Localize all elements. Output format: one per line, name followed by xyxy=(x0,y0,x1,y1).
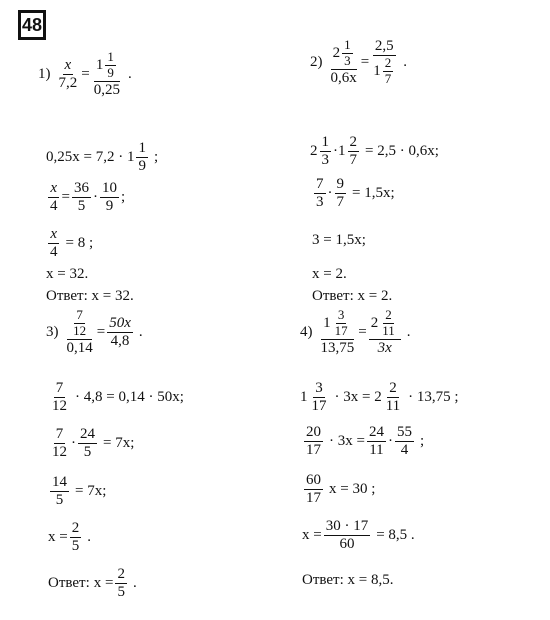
p3-s3-d: 5 xyxy=(55,492,64,509)
p1-n: 1 xyxy=(107,49,114,64)
p3-answer-label: Ответ: xyxy=(48,575,90,592)
p3-s1-rest: · 4,8 = 0,14 · 50x; xyxy=(75,389,184,406)
p2-s1-dot: · xyxy=(333,143,338,160)
p4-s2-end: ; xyxy=(419,433,425,450)
p2-n2: 2 xyxy=(384,55,392,71)
p3-s1-n: 7 xyxy=(54,380,66,398)
p2-s1-n1: 1 xyxy=(320,134,332,152)
p2-d2: 7 xyxy=(384,71,392,87)
p4-d: 17 xyxy=(334,322,348,338)
p4-s2-mid: · 3x = xyxy=(329,433,365,450)
p4-s1-rest: · 13,75 ; xyxy=(408,389,459,406)
p3-label: 3) xyxy=(46,324,59,341)
p2-w: 2 xyxy=(332,44,341,61)
p2-s1-w2: 1 xyxy=(338,143,346,160)
p3-d: 12 xyxy=(73,322,87,338)
p4-n2: 2 xyxy=(385,307,392,322)
p1-eq-sign: = xyxy=(81,66,90,83)
p4-s1-d2: 11 xyxy=(385,398,401,415)
p1-equation xyxy=(38,50,132,99)
p1-step3 xyxy=(46,226,93,262)
p4-n: 3 xyxy=(337,307,345,322)
p4-step3 xyxy=(302,472,375,508)
p2-25: 2,5 xyxy=(373,38,396,56)
p4-s4-d: 60 xyxy=(339,536,355,553)
p1-answer-label: Ответ: xyxy=(46,288,88,304)
p3-014: 0,14 xyxy=(66,339,93,356)
p4-end: . xyxy=(406,324,411,341)
p4-s2-n3: 55 xyxy=(395,424,414,442)
p4-s4-rest: = 8,5 . xyxy=(376,527,415,544)
p3-ans-end: . xyxy=(132,575,137,592)
p3-s3-rest: = 7x; xyxy=(75,483,107,500)
p1-answer-value: x = 32. xyxy=(91,288,134,304)
p1-s1-end: ; xyxy=(153,149,159,166)
p4-step4 xyxy=(302,518,415,554)
p4-label: 4) xyxy=(300,324,313,341)
p2-s2-n1: 7 xyxy=(314,176,326,194)
p4-3x: 3x xyxy=(377,339,392,356)
p2-n: 1 xyxy=(344,37,351,52)
p1-s2-dot: · xyxy=(92,189,98,206)
p4-s4-n: 30 · 17 xyxy=(324,518,371,536)
p1-s2-xd: 4 xyxy=(50,198,58,215)
p4-s2-d1: 17 xyxy=(306,442,321,459)
p2-equation xyxy=(310,38,407,87)
p1-s2-n2: 10 xyxy=(100,180,119,198)
p3-s1-d: 12 xyxy=(52,398,67,415)
p3-ans-a: x = xyxy=(93,575,114,592)
p1-s2-xn: x xyxy=(50,180,58,196)
p4-s3-n: 60 xyxy=(304,472,323,490)
p4-d2: 11 xyxy=(382,322,395,338)
p1-s1-d: 9 xyxy=(138,158,146,175)
p3-step3 xyxy=(48,474,106,510)
p1-s3-xd: 4 xyxy=(50,244,58,261)
p4-s2-dot: · xyxy=(387,433,393,450)
p4-s1-w1: 1 xyxy=(300,389,308,406)
p3-s2-n2: 24 xyxy=(78,426,97,444)
p1-step2 xyxy=(46,180,125,216)
p3-s3-n: 14 xyxy=(50,474,69,492)
p2-end: . xyxy=(403,54,407,71)
p2-step2 xyxy=(312,176,395,212)
p3-s2-rest: = 7x; xyxy=(103,435,135,452)
p2-den: 0,6x xyxy=(330,69,357,86)
p1-d: 9 xyxy=(107,64,114,80)
p4-s4-a: x = xyxy=(302,527,322,544)
p4-s2-n2: 24 xyxy=(367,424,386,442)
p1-label: 1) xyxy=(38,66,51,83)
p1-s2-end: ; xyxy=(120,189,126,206)
p2-s1-n2: 2 xyxy=(348,134,360,152)
p4-w: 1 xyxy=(323,314,331,331)
p4-s1-n2: 2 xyxy=(387,380,399,398)
p2-s2-d1: 3 xyxy=(316,194,324,211)
p1-end: . xyxy=(127,66,132,83)
p1-s3-rest: = 8 ; xyxy=(65,235,94,252)
p2-w2: 1 xyxy=(373,63,381,80)
p3-s4-a: x = xyxy=(48,529,68,546)
p2-step3: 3 = 1,5x; xyxy=(312,232,366,248)
p4-s2-n1: 20 xyxy=(304,424,323,442)
p4-s3-d: 17 xyxy=(306,490,321,507)
p4-answer-label: Ответ: xyxy=(302,572,344,588)
p2-answer-value: x = 2. xyxy=(357,288,393,304)
p1-s1-n: 1 xyxy=(136,140,148,158)
p4-s1-d1: 17 xyxy=(311,398,327,415)
p2-step1 xyxy=(310,134,439,170)
p3-step1 xyxy=(48,380,184,416)
p3-n: 7 xyxy=(76,307,83,322)
p3-s2-d2: 5 xyxy=(83,444,92,461)
problem-number-badge xyxy=(18,10,46,40)
p3-equation xyxy=(46,308,143,357)
p4-s2-d3: 4 xyxy=(400,442,409,459)
p1-72: 7,2 xyxy=(58,75,78,92)
p1-s2-d1: 5 xyxy=(77,198,86,215)
p3-answer xyxy=(48,566,137,602)
p2-s2-d2: 7 xyxy=(336,194,344,211)
p3-s4-d: 5 xyxy=(71,538,80,555)
p2-answer-label: Ответ: xyxy=(312,288,354,304)
problem-number: 48 xyxy=(21,14,43,35)
p3-s4-end: . xyxy=(87,529,91,546)
p1-x: x xyxy=(64,56,72,73)
p1-step1 xyxy=(46,140,158,176)
p2-s1-w1: 2 xyxy=(310,143,318,160)
p1-s2-eq: = xyxy=(61,189,70,206)
p2-s2-n2: 9 xyxy=(335,176,347,194)
p4-s3-rest: x = 30 ; xyxy=(329,481,376,498)
p2-s1-d2: 7 xyxy=(349,152,357,169)
p3-s2-dot: · xyxy=(71,435,76,452)
p2-s1-d1: 3 xyxy=(321,152,329,169)
p4-w2: 2 xyxy=(370,314,379,331)
p4-answer xyxy=(302,572,393,589)
p4-1375: 13,75 xyxy=(320,339,355,356)
p1-025: 0,25 xyxy=(93,81,120,98)
p3-s2-n1: 7 xyxy=(54,426,66,444)
p3-end: . xyxy=(138,324,143,341)
p2-answer xyxy=(312,288,392,305)
p3-step2 xyxy=(48,426,134,462)
p2-s1-rest: = 2,5 · 0,6x; xyxy=(365,143,439,160)
p4-step1 xyxy=(300,380,459,416)
p1-frac-x-over-72 xyxy=(57,57,80,93)
p4-step2 xyxy=(302,424,424,460)
p1-answer xyxy=(46,288,134,305)
p3-s2-d1: 12 xyxy=(52,444,67,461)
p4-s2-d2: 11 xyxy=(369,442,384,459)
p2-label: 2) xyxy=(310,54,323,71)
p2-s2-dot: · xyxy=(327,185,333,202)
p2-eq: = xyxy=(360,54,370,71)
p2-d: 3 xyxy=(344,52,351,68)
p4-equation xyxy=(300,308,411,357)
p3-48: 4,8 xyxy=(110,333,130,350)
p3-step4 xyxy=(48,520,91,556)
p1-s3-xn: x xyxy=(50,226,58,242)
p3-ans-n: 2 xyxy=(115,566,127,584)
p3-s4-n: 2 xyxy=(70,520,82,538)
p2-s2-rest: = 1,5x; xyxy=(352,185,395,202)
p4-s1-n1: 3 xyxy=(313,380,325,398)
p4-answer-value: x = 8,5. xyxy=(347,572,394,588)
p1-whole: 1 xyxy=(95,56,104,73)
p3-ans-d: 5 xyxy=(117,584,125,601)
p4-s1-mid: · 3x = 2 xyxy=(334,389,382,406)
p4-eq: = xyxy=(358,324,367,341)
p1-s2-n1: 36 xyxy=(72,180,91,198)
p3-eq: = xyxy=(96,324,106,341)
p1-frac-right xyxy=(92,50,122,99)
p2-step4: x = 2. xyxy=(312,266,347,282)
p1-step4: x = 32. xyxy=(46,266,89,282)
p1-s1-a: 0,25x = 7,2 · 1 xyxy=(46,149,135,166)
p1-s2-d2: 9 xyxy=(105,198,114,215)
p3-50x: 50x xyxy=(109,314,131,331)
